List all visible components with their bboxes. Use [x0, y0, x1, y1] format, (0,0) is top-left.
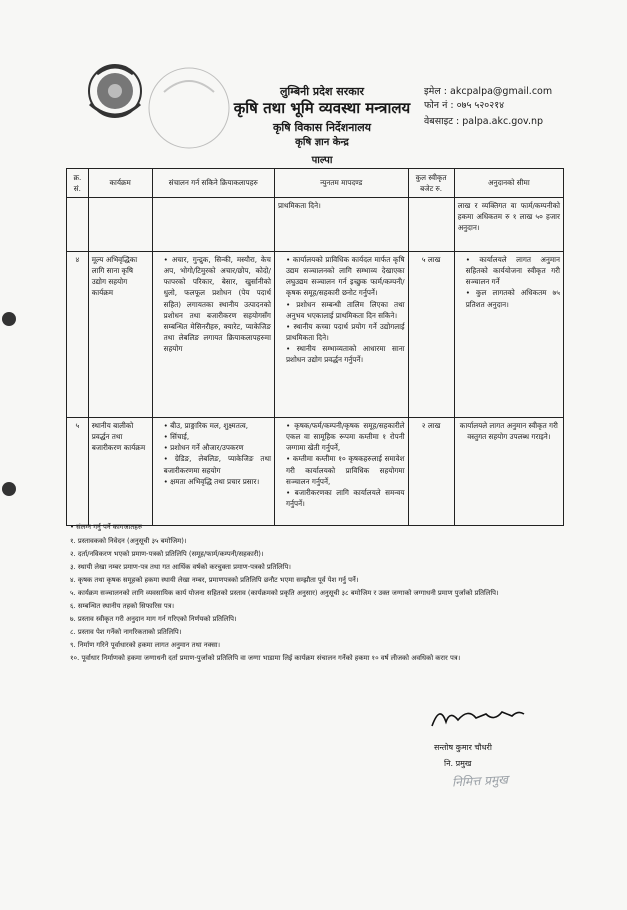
- header-criteria: न्युनतम मापदण्ड: [274, 169, 408, 198]
- header-grant: अनुदानको सीमा: [454, 169, 563, 198]
- row0-criteria: प्राथमिकता दिने।: [274, 198, 408, 252]
- row1-program: मूल्य अभिवृद्धिका लागि साना कृषि उद्योग सहयोग कार्यक्रम: [88, 252, 152, 418]
- signatory-title: नि. प्रमुख: [444, 759, 472, 768]
- note-item: ७. प्रस्ताव स्वीकृत गरी अनुदान माग गर्न गरिएको निर्णयको प्रतिलिपि।: [70, 614, 237, 623]
- header-office: कृषि ज्ञान केन्द्र: [295, 137, 349, 148]
- row2-grant: कार्यालयले लागत अनुमान स्वीकृत गरी वस्तुगत सहयोग उपलब्ध गराइने।: [454, 418, 563, 526]
- row2-criteria-item: • बजारीकरणका लागि कार्यालयले समन्वय गर्नुपर्ने।: [286, 487, 405, 509]
- row2-criteria-item: • कम्तीमा कम्तीमा १० कृषकहरुलाई समावेश गरी कार्यालयको प्राविधिक सहयोगमा सञ्चालन गर्नुपर्ने,: [286, 453, 405, 486]
- note-item: १०. पूर्वाधार निर्माणको हकमा जग्गाधनी दर्ता प्रमाण-पुर्जाको प्रतिलिपि वा जग्गा भाडामा लिई कार्यक्रम संचालन गर्नेको हकमा १० वर्ष लीजको अवधिको करार पत्र।: [70, 653, 461, 662]
- notes-heading: • संलग्न गर्नु पर्ने कागजातहरु: [70, 523, 142, 531]
- row1-budget: ५ लाख: [408, 252, 454, 418]
- row1-grant-item: • कार्यालयले लागत अनुमान सहितको कार्ययोजना स्वीकृत गरी सञ्चालन गर्ने: [466, 254, 560, 287]
- note-item: ९. निर्माण गरिने पूर्वाधारको हकमा लागत अनुमान तथा नक्सा।: [70, 640, 221, 649]
- row1-grant-item: • कुल लागतको अधिकतम ७५ प्रतिशत अनुदान।: [466, 287, 560, 309]
- row2-activity-item: • प्रशोधन गर्ने औजार/उपकरण: [164, 442, 271, 453]
- signatory-name: सन्तोष कुमार चौधरी: [434, 743, 492, 752]
- note-item: ५. कार्यक्रम सञ्चालनको लागि व्यवसायिक कार्य योजना सहितको प्रस्ताव (कार्यक्रमको प्रकृति अनुसार) अनुसूची ३८ बमोजिम र उक्त जग्गाको जग्गाधनी प्रमाण पुर्जाको प्रतिलिपि।: [70, 588, 499, 597]
- note-item: ६. सम्बन्धित स्थानीय तहको सिफारिस पत्र।: [70, 601, 175, 610]
- note-item: ८. प्रस्ताव पेश गर्नेको नागरिकताको प्रतिलिपि।: [70, 627, 182, 636]
- header-program: कार्यक्रम: [88, 169, 152, 198]
- row2-activity-item: • सिंचाई,: [164, 431, 271, 442]
- row1-sn: ४: [67, 252, 89, 418]
- header-ministry: कृषि तथा भूमि व्यवस्था मन्त्रालय: [233, 99, 411, 117]
- header-directorate: कृषि विकास निर्देशनालय: [272, 121, 372, 134]
- table-row: [67, 252, 564, 418]
- row2-program: स्थानीय बालीको प्रवर्द्धन तथा बजारीकरण कार्यक्रम: [88, 418, 152, 526]
- contact-email: इमेल : akcpalpa@gmail.com: [424, 86, 553, 97]
- header-activities: संचालन गर्न सकिने क्रियाकलापहरु: [152, 169, 274, 198]
- note-item: ४. कृषक तथा कृषक समूहको हकमा स्थायी लेखा नम्बर, प्रमाणपत्रको प्रतिलिपि छनौट भएमा सम्झौता पूर्व पेश गर्नु पर्ने।: [70, 575, 359, 584]
- signature-icon: [428, 702, 528, 732]
- note-item: १. प्रस्तावकको निवेदन (अनुसूची ३५ बमोजिम)।: [70, 536, 187, 545]
- contact-website: वेबसाइट : palpa.akc.gov.np: [424, 116, 544, 127]
- row1-criteria-item: • स्थानीय सम्भाव्यताको आधारमा साना प्रशोधन उद्योग प्रवर्द्धन गर्नुपर्ने।: [286, 343, 405, 365]
- contact-phone: फोन नं : ०७५ ५२०२१४: [424, 100, 505, 111]
- note-item: ३. स्थायी लेखा नम्बर प्रमाण-पत्र तथा गत आर्थिक वर्षको करचुक्ता प्रमाण-पत्रको प्रतिलिपि।: [70, 562, 291, 571]
- row1-criteria-item: • प्रशोधन सम्बन्धी तालिम लिएका तथा अनुभव भएकालाई प्राथमिकता दिन सकिने।: [286, 299, 405, 321]
- row2-activity-item: • ग्रेडिङ, लेबलिङ, प्याकेजिङ तथा बजारीकरणमा सहयोग: [164, 453, 271, 475]
- row2-sn: ५: [67, 418, 89, 526]
- note-item: २. दर्ता/नविकरण भएको प्रमाण-पत्रको प्रतिलिपि (समूह/फार्म/कम्पनी/सहकारी)।: [70, 549, 264, 558]
- attachment-notes: [70, 522, 570, 666]
- row0-grant: लाख र व्यक्तिगत वा फार्म/कम्पनीको हकमा अधिकतम रु १ लाख ५० हजार अनुदान।: [454, 198, 563, 252]
- punch-hole-icon: [2, 482, 16, 496]
- row1-criteria-item: • कार्यालयको प्राविधिक कार्यदल मार्फत कृषि उद्यम सञ्चालनको लागि सम्भाव्य देखाएका लघुउद्यम सञ्चालन गर्न इच्छुक फार्म/कम्पनी/कृषक समूह/सहकारी छनोट गर्नुपर्ने।: [286, 254, 405, 299]
- nepal-emblem-icon: [82, 60, 148, 122]
- punch-hole-icon: [2, 312, 16, 326]
- row2-activity-item: • क्षमता अभिवृद्धि तथा प्रचार प्रसार।: [164, 476, 271, 487]
- header-district: पाल्पा: [311, 155, 333, 166]
- row2-activity-item: • बीउ, प्राङ्गारिक मल, शुक्ष्मतत्व,: [164, 420, 271, 431]
- row1-criteria-item: • स्थानीय कच्चा पदार्थ प्रयोग गर्ने उद्योगलाई प्राथमिकता दिने।: [286, 321, 405, 343]
- header-government: लुम्बिनी प्रदेश सरकार: [279, 85, 365, 98]
- row1-activities: • अचार, गुन्द्रुक, सिन्की, मस्यौरा, केच अप, भोगो/टिमुरको अचार/छोप, कोदो/फापरको परिकार, बेसार, खुर्सानीको धुलो, फलफूल प्रशोधन (पेय पदार्थ सहित) लगायतका स्थानीय उत्पादनको प्रशोधन तथा बजारीकरण सहयोगसँग सम्बन्धित मेसिनरीहरु, क्यारेट, प्याकेजिङ तथा लेबलिङ लगायत क्रियाकलापहरुमा सहयोग: [164, 254, 271, 354]
- header-sn: क्र. सं.: [67, 169, 89, 198]
- program-table: [66, 168, 564, 526]
- row2-budget: २ लाख: [408, 418, 454, 526]
- header-budget: कुल स्वीकृत बजेट रु.: [408, 169, 454, 198]
- table-row: [67, 418, 564, 526]
- table-row: [67, 198, 564, 252]
- table-header-row: [67, 169, 564, 198]
- official-stamp: निमित्त प्रमुख: [451, 772, 509, 790]
- row2-criteria-item: • कृषक/फर्म/कम्पनी/कृषक समूह/सहकारीले एकल वा सामूहिक रूपमा कम्तीमा १ रोपनी जग्गामा खेती गर्नुपर्ने,: [286, 420, 405, 453]
